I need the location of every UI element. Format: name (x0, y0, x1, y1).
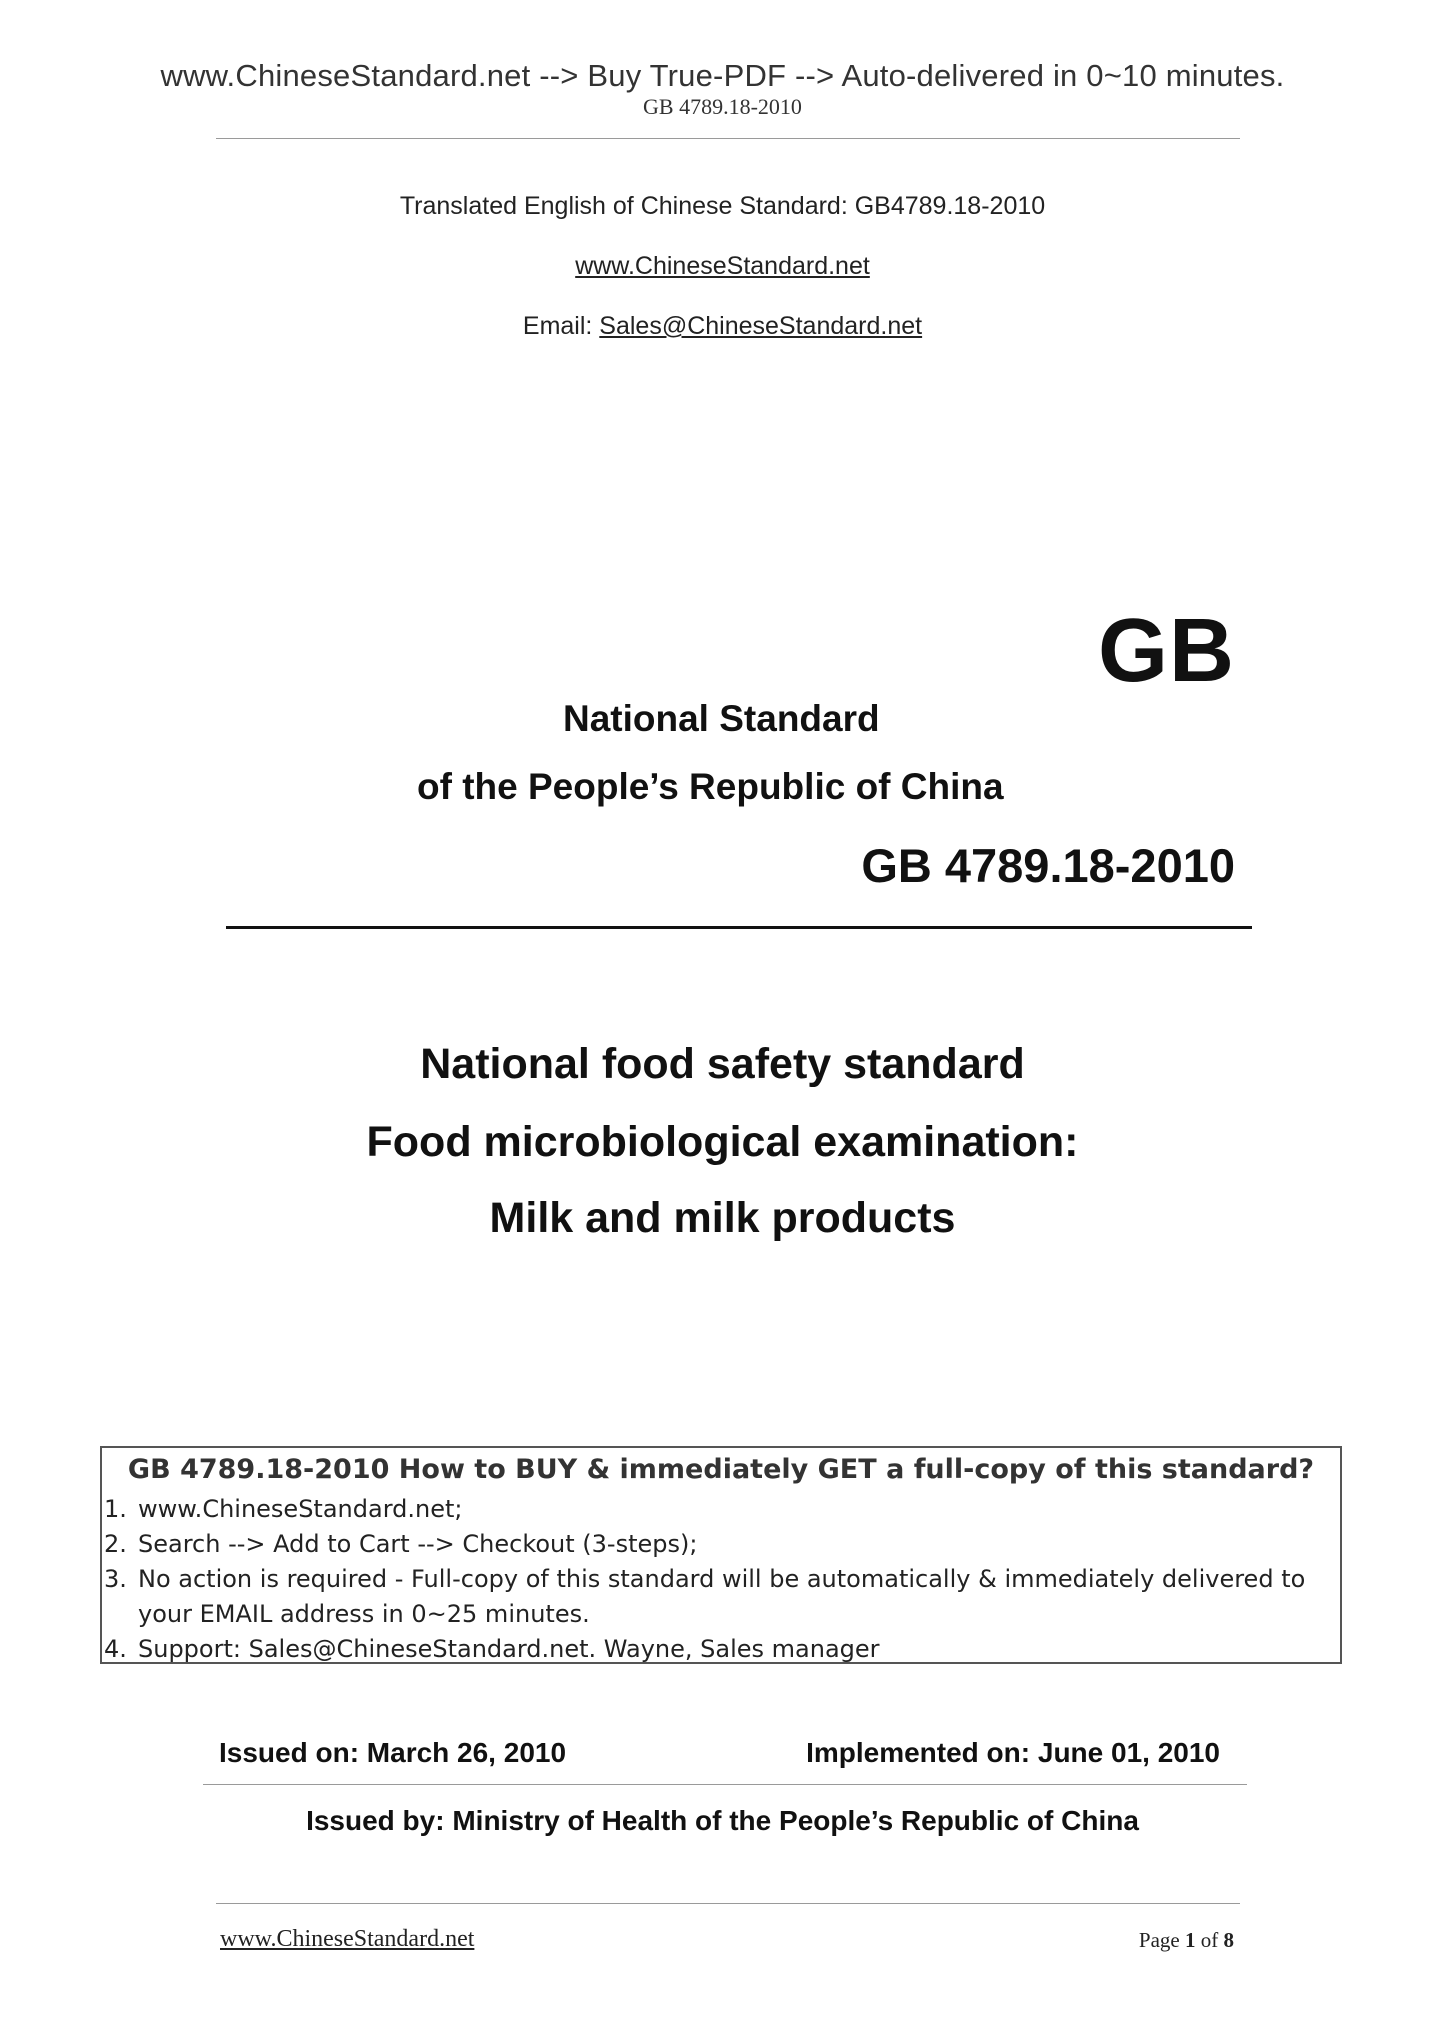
standard-number: GB 4789.18-2010 (861, 839, 1235, 892)
page-label: Page (1138, 1928, 1185, 1952)
page-current: 1 (1185, 1928, 1196, 1952)
list-item-text: Support: Sales@ChineseStandard.net. Wayne, Sales manager (138, 1635, 880, 1663)
top-banner: www.ChineseStandard.net --> Buy True-PDF --> Auto-delivered in 0~10 minutes. (160, 58, 1285, 93)
list-item (102, 1632, 1340, 1667)
list-item-number: 2. (104, 1530, 127, 1558)
email-label: Email: (522, 312, 600, 340)
title-line-1: National food safety standard (420, 1040, 1025, 1088)
list-item-text: No action is required - Full-copy of this standard will be automatically & immediately delivered to your EMAIL address in 0~25 minutes. (138, 1565, 1306, 1628)
implemented-on-date: Implemented on: June 01, 2010 (806, 1737, 1220, 1768)
list-item (102, 1492, 1340, 1527)
email-link[interactable]: Sales@ChineseStandard.net (599, 312, 923, 340)
header-divider (216, 138, 1240, 139)
issuing-authority: Issued by: Ministry of Health of the People’s Republic of China (306, 1805, 1139, 1836)
footer-site-link[interactable]: www.ChineseStandard.net (220, 1926, 475, 1952)
page-total: 8 (1223, 1928, 1234, 1952)
page-of: of (1195, 1928, 1224, 1952)
footer-divider (216, 1903, 1240, 1904)
list-item-number: 1. (104, 1495, 127, 1523)
buy-box-title: GB 4789.18-2010 How to BUY & immediately GET a full-copy of this standard? (127, 1454, 1315, 1485)
list-item-number: 4. (104, 1635, 127, 1663)
buy-steps-list (102, 1492, 1340, 1667)
title-divider (226, 926, 1252, 929)
list-item-number: 3. (104, 1565, 127, 1593)
title-line-3: Milk and milk products (489, 1194, 956, 1242)
email-line (0, 312, 1445, 341)
header-doc-code: GB 4789.18-2010 (643, 94, 802, 119)
page-counter (1139, 1928, 1234, 1953)
issued-on-date: Issued on: March 26, 2010 (219, 1737, 567, 1768)
title-line-2: Food microbiological examination: (366, 1118, 1079, 1166)
list-item (102, 1562, 1340, 1632)
gb-mark: GB (1098, 601, 1235, 701)
buy-instructions-box (100, 1446, 1342, 1664)
national-standard-heading: National Standard (563, 698, 880, 739)
list-item-text: Search --> Add to Cart --> Checkout (3-steps); (138, 1530, 698, 1558)
republic-heading: of the People’s Republic of China (417, 766, 1004, 807)
list-item-text: www.ChineseStandard.net; (138, 1495, 463, 1523)
site-link[interactable]: www.ChineseStandard.net (575, 252, 870, 280)
dates-divider (203, 1784, 1247, 1785)
list-item (102, 1527, 1340, 1562)
translated-title: Translated English of Chinese Standard: GB4789.18-2010 (399, 192, 1046, 220)
